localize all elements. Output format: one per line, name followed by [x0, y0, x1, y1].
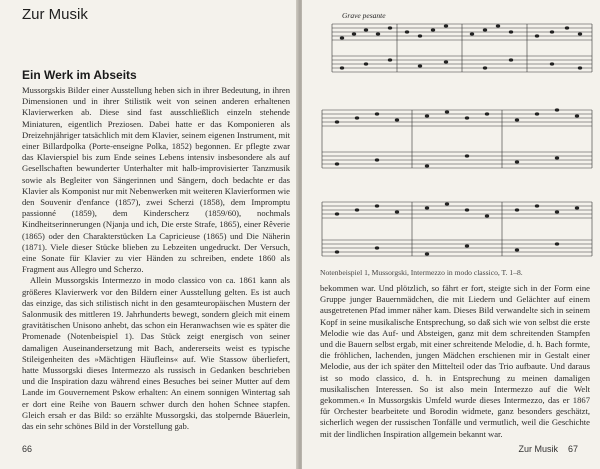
staff-system-2 — [322, 110, 592, 168]
right-footer — [518, 444, 578, 454]
score-caption: Notenbeispiel 1, Mussorgski, Intermezzo in modo classico, T. 1–8. — [320, 268, 523, 277]
section-heading: Ein Werk im Abseits — [22, 68, 137, 82]
paragraph-1: Mussorgskis Bilder einer Ausstellung heben sich in ihrer Bedeutung, in ihren Dimensionen und in ihrer Stilistik weit von seinen anderen erhaltenen Klavierwerken ab. Diese sind fast ausschließlich einzeln stehende Miniaturen, eigentlich Preziosen. Dabei hatte er das Komponieren als Dreizehnjähriger tatsächlich mit dem Klavier, seinem eigenen Instrument, mit einer Billardpolka (Porte-enseigne Polka, 1852) begonnen. Er pflegte zwar das Klavierspiel bis zum Ende seines Lebens intensiv insbesondere als auf Gesellschaften bewunderter Unterhalter mit halb-improvisierter Tanzmusik sowie als Begleiter von Sängerinnen und Sängern, doch bedachte er das Klavier als Komponist nur mit Nebenwerken mit weiteren Klavierformen wie den Souvenir d'enfance (1857), zwei Scherzi (1858), dem Impromptu passionné (1859), dem Kinderscherz (1859/60), nochmals Kindheitserinnerungen (Njanja und ich, Die erste Strafe, 1865), einer Rêverie (1865) oder den Charakterstücken La Capricieuse (1865) und Die Näherin (1871). Viele dieser Stücke blieben zu Lebzeiten ungedruckt. Der Versuch, eine Sonate für Klavier zu vier Händen zu schreiben, endete 1860 als Fragment aus Allegro und Scherzo. — [22, 85, 290, 275]
staff-system-3 — [322, 202, 592, 256]
running-title: Zur Musik — [22, 6, 88, 23]
score-tempo: Grave pesante — [342, 11, 386, 20]
right-page — [302, 0, 600, 469]
left-page — [0, 0, 298, 469]
paragraph-2: Allein Mussorgskis Intermezzo in modo classico von ca. 1861 kann als größeres Klavierwerk vor den Bildern einer Ausstellung gelten. Es ist auch das einzige, das sich stilistisch nicht in den gesamteuropäischen Mustern der Salonmusik des mittleren 19. Jahrhunderts bewegt, sondern gleich mit einem gravitätischen Unisono anhebt, das schon ein Heranwachsen wie es später die Promenade (Notenbeispiel 1). Das Stück zeigt energisch von seiner damaligen Auseinandersetzung mit Bach, andererseits weist es typische Stileigenheiten des »Mächtigen Häufleins« auf. Wie Stassow überliefert, hatte Mussorgski dieses Intermezzo als russisch in Gedanken beschrieben und die Inspiration dazu während eines Besuches bei seiner Mutter auf dem Lande im Gouvernement Pskow erhalten: An einem sonnigen Wintertag sah er dort eine Reihe von Bauern schwer durch den hohen Schnee stapfen. Gleich ersah er das Bild: so erzählte Mussorgski, das stolpernde Bäuerlein, das ein sehr schönes Bild in der Vorstellung gab. — [22, 275, 290, 432]
right-body-text: bekommen war. Und plötzlich, so fährt er fort, steigte sich in der Form eine Gruppe junger Bauernmädchen, die mit Liedern und Gelächter auf einem ausgetretenen Pfad immer näher kam. Dieses Bild verwandelte sich in seinem Kopf in seine musikalische Entsprechung, so daß sich wie von selbst die erste Melodie wie das Auf- und Absteigen, ganz mit dem schreitenden Stampfen und die Bauern selbst ergab, mit einer schreitende Melodie, d. h. Bach formte, die fröhlichen, lachenden, jungen Mädchen erschienen mir in Gestalt einer Melodie, aus der ich später den Mittelteil oder das Trio aufbaute. Und daraus ist so modo classico, d. h. in Entsprechung zu meinen damaligen musikalischen Interessen. So ist also mein Intermezzo auf die Welt gekommen.« In Mussorgskis Umfeld wurde dieses Intermezzo, das er 1867 für Orchester bearbeitete und Borodin widmete, ganz besonders geschätzt, sicherlich wegen der russischen Tonfälle und vermutlich, weil die Geschichte mit der lindlichen Inspiration allgemein bekannt war. — [320, 283, 590, 439]
left-body-text — [22, 85, 290, 432]
music-score — [312, 6, 594, 276]
notes — [335, 24, 582, 255]
footer-title: Zur Musik — [518, 444, 558, 454]
page-number-right: 67 — [567, 444, 578, 454]
page-number-left: 66 — [22, 444, 33, 454]
